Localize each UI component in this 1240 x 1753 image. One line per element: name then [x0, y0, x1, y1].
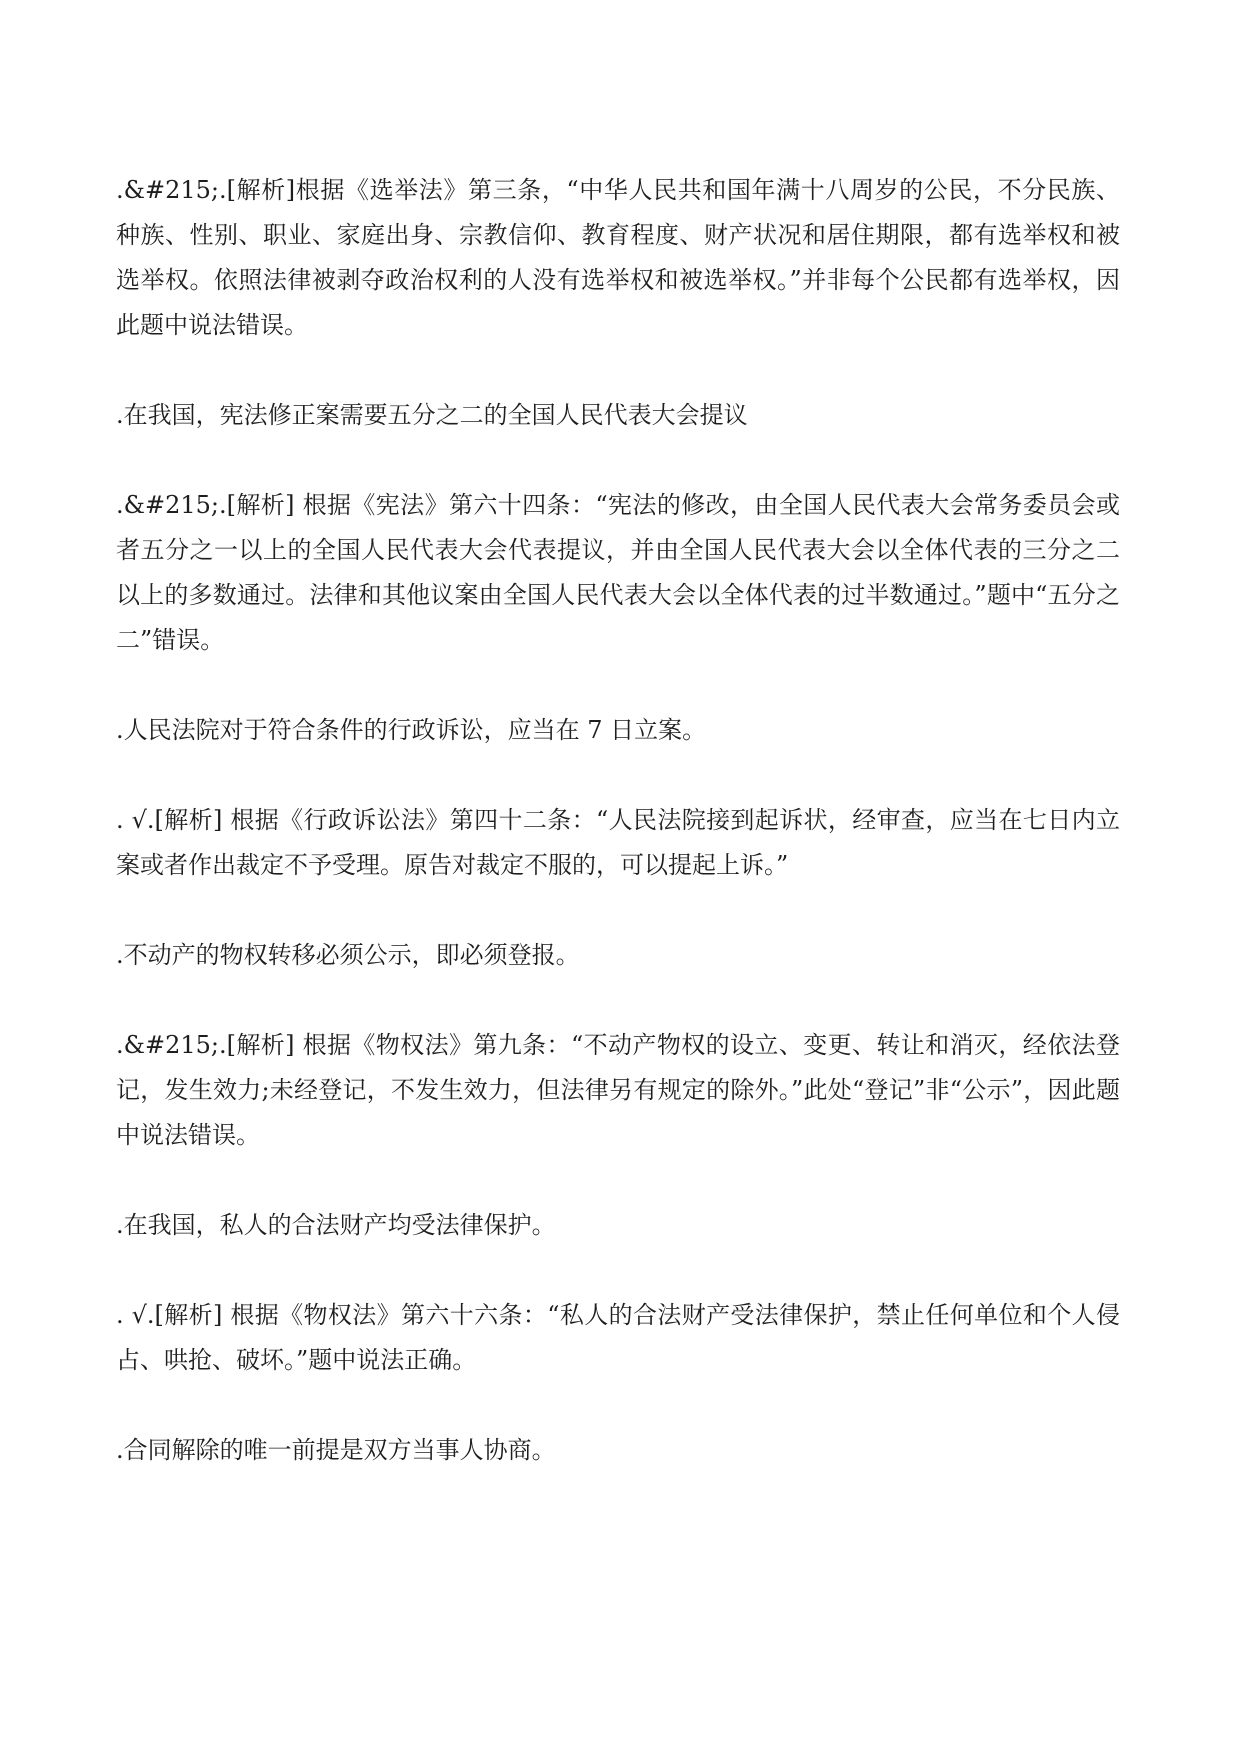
question-private-property: .在我国，私人的合法财产均受法律保护。 [116, 1211, 556, 1239]
answer-explanation-real-property: .&#215;.[解析] 根据《物权法》第九条：“不动产物权的设立、变更、转让和消灭，经依法登记，发生效力;未经登记，不发生效力，但法律另有规定的除外。”此处“登记”非“公示”，因此题中说法错误。 [116, 1031, 1120, 1149]
question-real-property-transfer: .不动产的物权转移必须公示，即必须登报。 [116, 941, 580, 969]
answer-explanation-private-property: . √.[解析] 根据《物权法》第六十六条：“私人的合法财产受法律保护，禁止任何单位和个人侵占、哄抢、破坏。”题中说法正确。 [116, 1301, 1120, 1374]
answer-explanation-administrative-litigation: . √.[解析] 根据《行政诉讼法》第四十二条：“人民法院接到起诉状，经审查，应当在七日内立案或者作出裁定不予受理。原告对裁定不服的，可以提起上诉。” [116, 806, 1120, 879]
question-constitution-amendment: .在我国，宪法修正案需要五分之二的全国人民代表大会提议 [116, 401, 748, 429]
question-administrative-litigation: .人民法院对于符合条件的行政诉讼，应当在 7 日立案。 [116, 716, 707, 744]
question-contract-termination: .合同解除的唯一前提是双方当事人协商。 [116, 1436, 556, 1464]
answer-explanation-constitution: .&#215;.[解析] 根据《宪法》第六十四条：“宪法的修改，由全国人民代表大会常务委员会或者五分之一以上的全国人民代表大会代表提议，并由全国人民代表大会以全体代表的三分之二以上的多数通过。法律和其他议案由全国人民代表大会以全体代表的过半数通过。”题中“五分之二”错误。 [116, 491, 1120, 654]
answer-explanation-election-law: .&#215;.[解析]根据《选举法》第三条，“中华人民共和国年满十八周岁的公民，不分民族、种族、性别、职业、家庭出身、宗教信仰、教育程度、财产状况和居住期限，都有选举权和被选举权。依照法律被剥夺政治权利的人没有选举权和被选举权。”并非每个公民都有选举权，因此题中说法错误。 [116, 176, 1120, 339]
document-body [116, 168, 1120, 1473]
